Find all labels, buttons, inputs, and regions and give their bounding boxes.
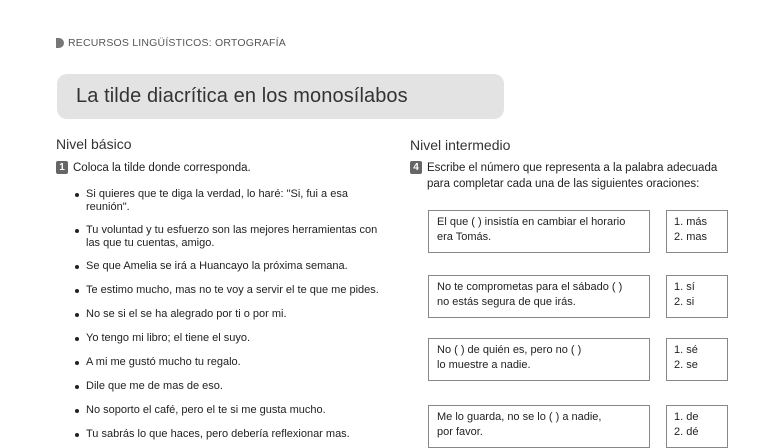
options-box [666,275,728,318]
options-box [666,338,728,381]
sentence-line: No te comprometas para el sábado ( ) [437,281,623,293]
sentence-box [428,210,650,253]
intermediate-level-title: Nivel intermedio [410,137,511,153]
sentence-line: no estás segura de que irás. [437,296,576,308]
instruction-text: Coloca la tilde donde corresponda. [73,162,251,174]
option-2: 2. si [674,296,695,308]
list-item: Dile que me de mas de eso. [74,380,384,393]
list-item: Se que Amelia se irá a Huancayo la próxima semana. [74,260,384,273]
list-item: Te estimo mucho, mas no te voy a servir el te que me pides. [74,284,384,297]
basic-items-list [74,188,384,441]
page-title: La tilde diacrítica en los monosílabos [76,85,408,107]
sentence-line: por favor. [437,426,483,438]
instruction-text: Escribe el número que representa a la palabra adecuada para completar cada una de las siguientes oraciones: [427,162,718,190]
list-item: Tu sabrás lo que haces, pero debería reflexionar mas. [74,428,384,441]
section-label-text: RECURSOS LINGÜÍSTICOS: ORTOGRAFÍA [68,37,286,49]
list-item: Tu voluntad y tu esfuerzo son las mejores herramientas con las que tu cuentas, amigo. [74,224,384,250]
exercise-number-badge: 4 [410,161,422,174]
option-2: 2. dé [674,426,699,438]
list-item: No se si el se ha alegrado por ti o por mi. [74,308,384,321]
sentence-line: lo muestre a nadie. [437,359,531,371]
list-item: Si quieres que te diga la verdad, lo haré: "Si, fui a esa reunión". [74,188,384,214]
list-item: Yo tengo mi libro; el tiene el suyo. [74,332,384,345]
option-1: 1. de [674,411,699,423]
options-box [666,405,728,448]
title-bar [57,74,504,119]
option-2: 2. se [674,359,698,371]
sentence-line: El que ( ) insistía en cambiar el horario [437,216,626,228]
sentence-box [428,275,650,318]
section-label [56,37,286,49]
options-box [666,210,728,253]
option-1: 1. sé [674,344,698,356]
sentence-line: No ( ) de quién es, pero no ( ) [437,344,582,356]
list-item: A mi me gustó mucho tu regalo. [74,356,384,369]
option-1: 1. más [674,216,708,228]
option-2: 2. mas [674,231,708,243]
intermediate-exercise-instruction [410,160,730,192]
exercise-number-badge: 1 [56,161,68,174]
list-item: No soporto el café, pero el te si me gusta mucho. [74,404,384,417]
sentence-box [428,405,650,448]
section-tab-marker [56,38,64,48]
basic-exercise-instruction [56,160,376,176]
option-1: 1. sí [674,281,695,293]
sentence-line: era Tomás. [437,231,492,243]
sentence-box [428,338,650,381]
basic-level-title: Nivel básico [56,136,132,152]
sentence-line: Me lo guarda, no se lo ( ) a nadie, [437,411,602,423]
